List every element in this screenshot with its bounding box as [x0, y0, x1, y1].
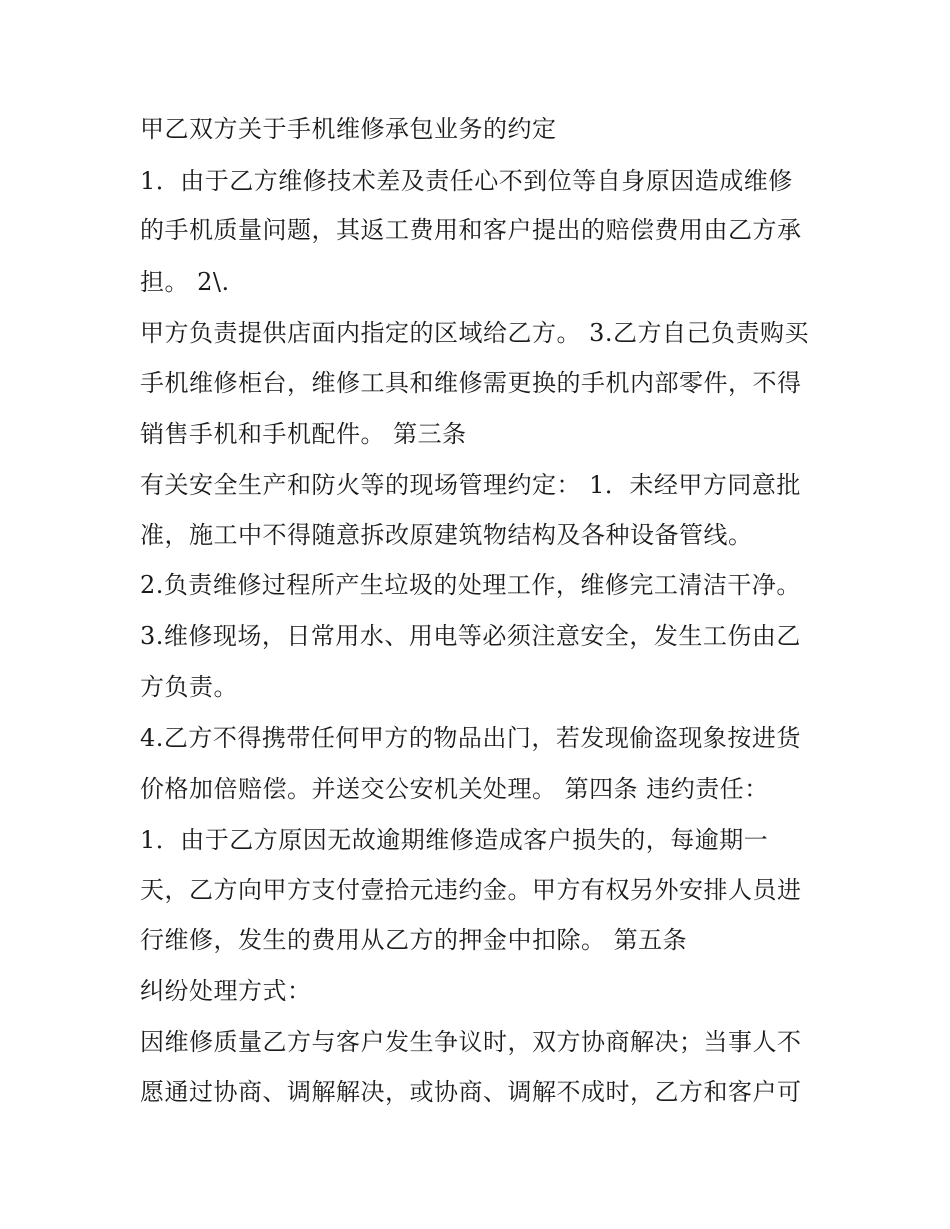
- text-line: 纠纷处理方式：: [140, 977, 312, 1005]
- text-line: 1．由于乙方原因无故逾期维修造成客户损失的，每逾期一: [140, 826, 769, 854]
- text-line: 4.乙方不得携带任何甲方的物品出门，若发现偷盗现象按进货: [140, 724, 801, 752]
- text-line: 销售手机和手机配件。 第三条: [140, 420, 467, 448]
- document-title: 甲乙双方关于手机维修承包业务的约定: [140, 115, 557, 143]
- text-line: 有关安全生产和防火等的现场管理约定： 1．未经甲方同意批: [140, 471, 801, 499]
- text-line: 因维修质量乙方与客户发生争议时，双方协商解决；当事人不: [140, 1028, 802, 1056]
- text-line: 行维修，发生的费用从乙方的押金中扣除。 第五条: [140, 926, 688, 954]
- text-line: 愿通过协商、调解解决，或协商、调解不成时，乙方和客户可: [140, 1078, 802, 1106]
- text-line: 手机维修柜台，维修工具和维修需更换的手机内部零件，不得: [140, 369, 802, 397]
- text-line: 方负责。: [140, 673, 238, 701]
- text-line: 天，乙方向甲方支付壹拾元违约金。甲方有权另外安排人员进: [140, 876, 802, 904]
- text-line: 价格加倍赔偿。并送交公安机关处理。 第四条 违约责任：: [140, 775, 769, 803]
- text-line: 准，施工中不得随意拆改原建筑物结构及各种设备管线。: [140, 521, 753, 549]
- text-line: 甲方负责提供店面内指定的区域给乙方。 3.乙方自己负责购买: [140, 319, 810, 347]
- text-line: 的手机质量问题，其返工费用和客户提出的赔偿费用由乙方承: [140, 216, 802, 244]
- text-line: 担。 2\.: [140, 268, 230, 296]
- text-line: 2.负责维修过程所产生垃圾的处理工作，维修完工清洁干净。: [140, 571, 801, 599]
- text-line: 3.维修现场，日常用水、用电等必须注意安全，发生工伤由乙: [140, 622, 801, 650]
- text-line: 1．由于乙方维修技术差及责任心不到位等自身原因造成维修: [140, 167, 793, 195]
